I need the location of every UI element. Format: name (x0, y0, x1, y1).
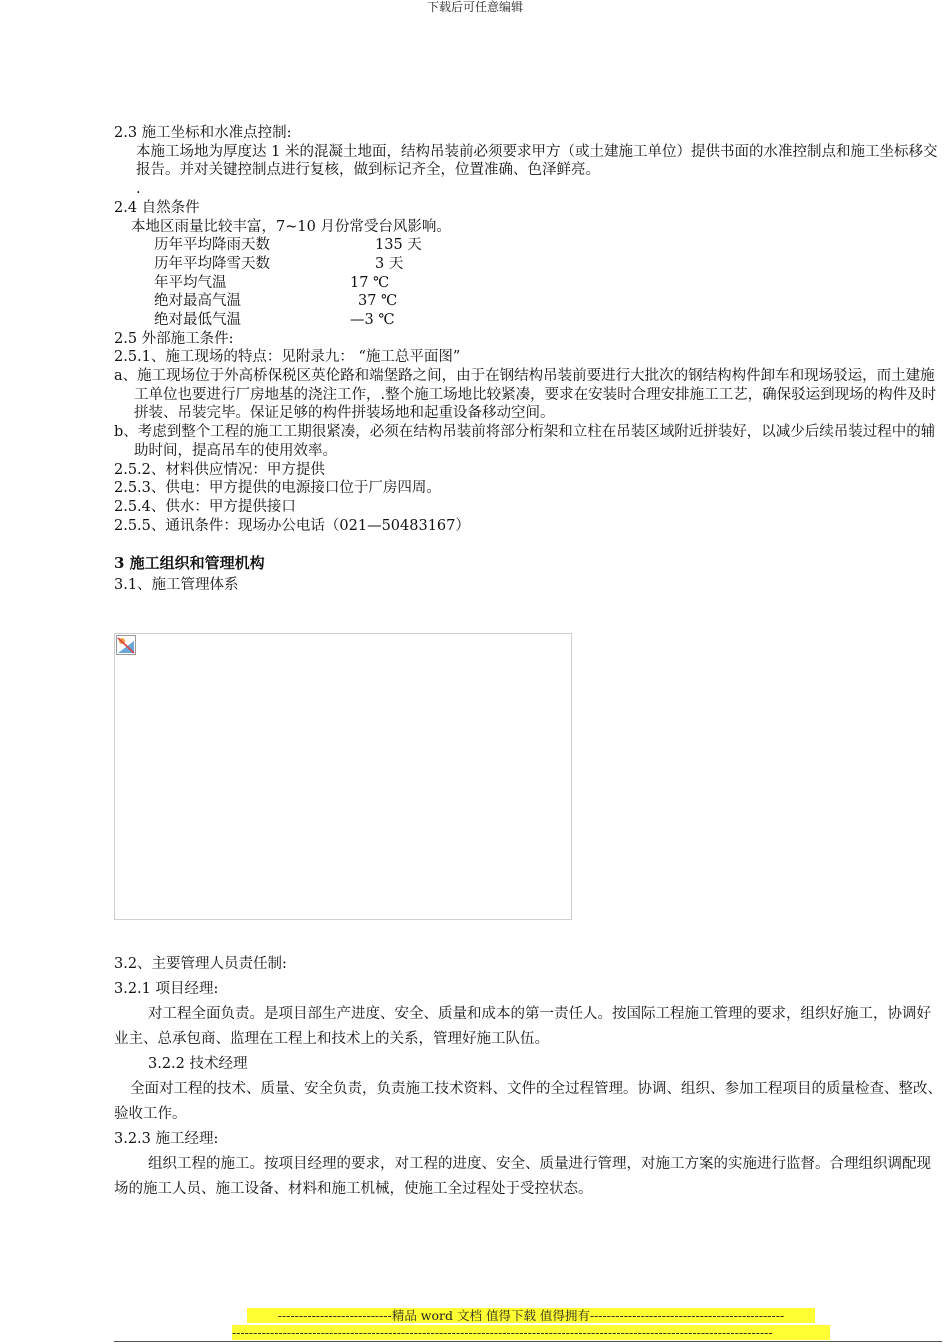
footer-banner-line-1: ---------------------------精品 word 文档 值得下载 值得拥有---------------------------------------------- (247, 1308, 815, 1323)
section-3-2-3-title: 3.2.3 施工经理: (114, 1131, 219, 1147)
section-3-2-2-body: 全面对工程的技术、质量、安全负责，负责施工技术资料、文件的全过程管理。协调、组织、参加工程项目的质量检查、整改、验收工作。 (114, 1081, 942, 1122)
section-3-2-2-title: 3.2.2 技术经理 (148, 1056, 248, 1072)
stat-label: 绝对最低气温 (154, 311, 241, 328)
section-2-5-title: 2.5 外部施工条件: (114, 330, 234, 347)
stat-row (114, 311, 942, 330)
stat-row (114, 236, 942, 255)
stray-dot: . (136, 181, 141, 198)
page-bottom-rule (114, 1341, 942, 1342)
section-2-5-5: 2.5.5、通讯条件：现场办公电话（021—50483167） (114, 517, 470, 534)
stat-row (114, 255, 942, 274)
section-2-5-1: 2.5.1、施工现场的特点：见附录九： “施工总平面图” (114, 349, 461, 366)
section-3-2 (114, 952, 942, 1202)
list-item-a: a、施工现场位于外高桥保税区英伦路和端堡路之间，由于在钢结构吊装前要进行大批次的钢结构构件卸车和现场驳运，而土建施工单位也要进行厂房地基的浇注工作，.整个施工场地比较紧凑，要求在安装时合理安排施工工艺，确保驳运到现场的构件及时拼装、吊装完毕。保证足够的构件拼装场地和起重设备移动空间。 (114, 368, 937, 422)
section-2-4-title: 2.4 自然条件 (114, 199, 200, 216)
stat-value: 17 ℃ (350, 274, 390, 291)
document-body (114, 124, 942, 595)
list-item-b: b、考虑到整个工程的施工工期很紧凑，必须在结构吊装前将部分桁架和立柱在吊装区域附近拼装好，以减少后续吊装过程中的辅助时间，提高吊车的使用效率。 (114, 424, 936, 459)
stat-label: 历年平均降雪天数 (154, 255, 270, 272)
broken-image-icon (116, 635, 136, 655)
climate-stats (114, 236, 942, 329)
stat-label: 历年平均降雨天数 (154, 237, 270, 254)
stat-value: 3 天 (375, 255, 404, 272)
management-chart-image-placeholder (114, 633, 572, 920)
section-2-5-3: 2.5.3、供电：甲方提供的电源接口位于厂房四周。 (114, 480, 441, 497)
section-2-5-2: 2.5.2、材料供应情况：甲方提供 (114, 461, 325, 478)
section-3-2-3-body: 组织工程的施工。按项目经理的要求，对工程的进度、安全、质量进行管理，对施工方案的实施进行监督。合理组织调配现场的施工人员、施工设备、材料和施工机械，使施工全过程处于受控状态。 (114, 1156, 931, 1197)
section-3-2-1-title: 3.2.1 项目经理: (114, 981, 219, 997)
header-note: 下载后可任意编辑 (426, 0, 523, 14)
section-2-3-title: 2.3 施工坐标和水准点控制: (114, 125, 292, 141)
section-3-1-title: 3.1、施工管理体系 (114, 577, 239, 594)
stat-value: —3 ℃ (350, 311, 395, 328)
footer-banner-line-2: -------------------------------------------------------------------------------------------------------------------------------- (232, 1325, 830, 1340)
climate-intro: 本地区雨量比较丰富，7~10 月份常受台风影响。 (131, 218, 451, 235)
stat-label: 年平均气温 (154, 274, 227, 291)
stat-value: 135 天 (375, 237, 422, 254)
section-3-title: 3 施工组织和管理机构 (114, 554, 265, 573)
stat-value: 37 ℃ (358, 293, 398, 310)
section-3-2-title: 3.2、主要管理人员责任制: (114, 956, 287, 972)
stat-row (114, 292, 942, 311)
section-gap (114, 535, 942, 553)
section-3-2-1-body: 对工程全面负责。是项目部生产进度、安全、质量和成本的第一责任人。按国际工程施工管理的要求，组织好施工，协调好业主、总承包商、监理在工程上和技术上的关系，管理好施工队伍。 (114, 1006, 931, 1047)
stat-label: 绝对最高气温 (154, 293, 241, 310)
stat-row (114, 274, 942, 293)
section-2-3-body: 本施工场地为厚度达 1 米的混凝土地面，结构吊装前必须要求甲方（或土建施工单位）提供书面的水准控制点和施工坐标移交报告。并对关键控制点进行复核，做到标记齐全，位置准确、色泽鲜亮。 (136, 143, 938, 179)
section-2-5-4: 2.5.4、供水：甲方提供接口 (114, 498, 296, 515)
